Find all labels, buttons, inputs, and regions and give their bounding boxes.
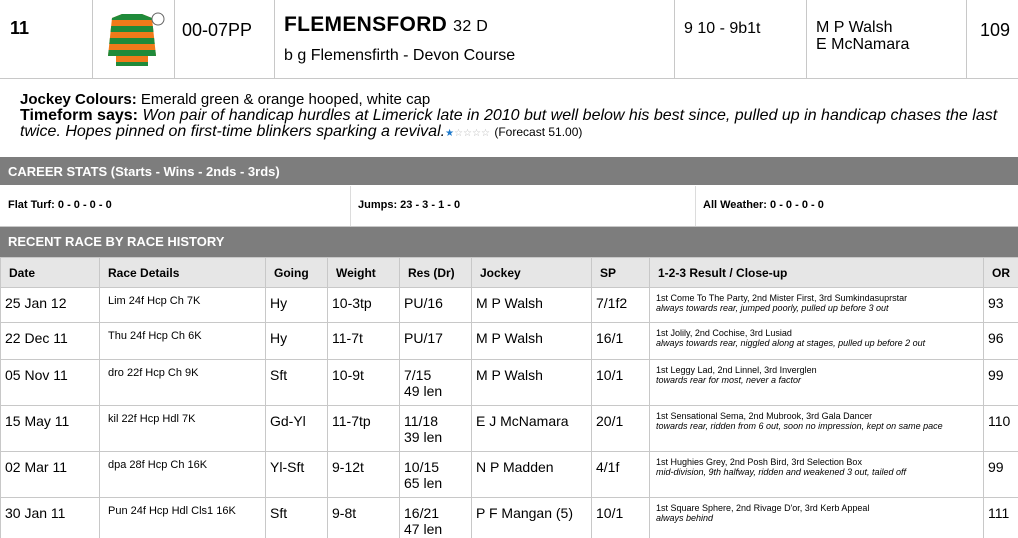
- official-rating: 109: [980, 20, 1011, 40]
- row-jockey: [472, 406, 592, 452]
- jockey-colours-label: Jockey Colours:: [20, 91, 137, 108]
- beaten-text: 49 len: [404, 383, 443, 399]
- row-going: [266, 452, 328, 498]
- row-going: [266, 360, 328, 406]
- sp-text: 10/1: [596, 505, 624, 521]
- weight-text: 11-7tp: [332, 413, 371, 429]
- runner-number-cell: [0, 0, 93, 78]
- result-text: 10/15: [404, 459, 440, 475]
- date-text: 15 May 11: [5, 413, 70, 429]
- row-result: [400, 452, 472, 498]
- timeform-says: [20, 108, 1018, 142]
- row-weight: [328, 498, 400, 538]
- jockey-name[interactable]: E McNamara: [816, 36, 910, 53]
- row-weight: [328, 406, 400, 452]
- row-result: [400, 498, 472, 538]
- or-text: 93: [988, 295, 1004, 311]
- sp-text: 4/1f: [596, 459, 620, 475]
- result-text: PU/16: [404, 295, 443, 311]
- row-date: [1, 288, 100, 323]
- jockey-text[interactable]: M P Walsh: [476, 295, 543, 311]
- row-or: [984, 498, 1018, 538]
- age-weight: 9 10 - 9b1t: [684, 20, 761, 37]
- trainer-name[interactable]: M P Walsh: [816, 19, 893, 36]
- result-text: 11/18: [404, 413, 438, 429]
- row-jockey: [472, 323, 592, 360]
- career-stats-header: [0, 157, 1018, 185]
- or-text: 111: [988, 505, 1010, 521]
- going-text: Hy: [270, 295, 288, 311]
- row-closeup: [650, 498, 984, 538]
- going-text: Yl-Sft: [270, 459, 305, 475]
- timeform-label: Timeform says:: [20, 107, 138, 124]
- star-on: ★: [445, 128, 455, 139]
- details-text: kil 22f Hcp Hdl 7K: [108, 413, 196, 425]
- or-text: 99: [988, 367, 1004, 383]
- star-off: ☆☆☆☆: [454, 128, 490, 139]
- history-header-row: [1, 258, 1018, 288]
- weight-text: 9-12t: [332, 459, 364, 475]
- runner-comment: [20, 92, 1018, 142]
- date-text: 22 Dec 11: [5, 330, 68, 346]
- sp-text: 10/1: [596, 367, 624, 383]
- row-closeup: [650, 360, 984, 406]
- weight-text: 10-3tp: [332, 295, 372, 311]
- row-jockey: [472, 498, 592, 538]
- history-title: RECENT RACE BY RACE HISTORY: [8, 234, 225, 249]
- form-code-cell: [174, 0, 275, 78]
- aw-stats: All Weather: 0 - 0 - 0 - 0: [703, 199, 824, 211]
- placings-text: 1st Square Sphere, 2nd Rivage D'or, 3rd Kerb Appeal: [656, 503, 870, 513]
- jockey-text[interactable]: M P Walsh: [476, 367, 543, 383]
- row-result: [400, 406, 472, 452]
- closeup-text: towards rear for most, never a factor: [656, 375, 802, 385]
- result-text: 7/15: [404, 367, 432, 383]
- star-rating-icon: [445, 128, 490, 139]
- career-stats-title: CAREER STATS (Starts - Wins - 2nds - 3rds): [8, 164, 280, 179]
- row-sp: [592, 323, 650, 360]
- row-jockey: [472, 288, 592, 323]
- placings-text: 1st Leggy Lad, 2nd Linnel, 3rd Inverglen: [656, 365, 817, 375]
- result-text: 16/21: [404, 505, 440, 521]
- history-table: [0, 257, 1018, 538]
- col-race-details: Race Details: [100, 258, 266, 288]
- beaten-text: 47 len: [404, 521, 443, 537]
- row-or: [984, 360, 1018, 406]
- row-or: [984, 323, 1018, 360]
- beaten-text: 65 len: [404, 475, 443, 491]
- breeding: b g Flemensfirth - Devon Course: [284, 47, 516, 64]
- row-result: [400, 323, 472, 360]
- closeup-text: towards rear, ridden from 6 out, soon no impression, kept on same pace: [656, 421, 943, 431]
- or-text: 110: [988, 413, 1011, 429]
- horse-cell: [274, 0, 675, 78]
- history-row[interactable]: [1, 498, 1018, 538]
- weight-text: 11-7t: [332, 330, 363, 346]
- placings-text: 1st Jolily, 2nd Cochise, 3rd Lusiad: [656, 328, 792, 338]
- aw-stats-cell: [695, 186, 1018, 226]
- row-sp: [592, 288, 650, 323]
- row-sp: [592, 498, 650, 538]
- history-header: [0, 227, 1018, 257]
- details-text: dpa 28f Hcp Ch 16K: [108, 459, 208, 471]
- beaten-text: 39 len: [404, 429, 443, 445]
- placings-text: 1st Hughies Grey, 2nd Posh Bird, 3rd Selection Box: [656, 457, 862, 467]
- col-closeup: 1-2-3 Result / Close-up: [650, 258, 984, 288]
- jumps-stats: Jumps: 23 - 3 - 1 - 0: [358, 199, 461, 211]
- row-going: [266, 323, 328, 360]
- col-jockey: Jockey: [472, 258, 592, 288]
- details-text: Pun 24f Hcp Hdl Cls1 16K: [108, 505, 236, 517]
- row-or: [984, 452, 1018, 498]
- col-or: OR: [984, 258, 1018, 288]
- row-jockey: [472, 360, 592, 406]
- row-details: [100, 498, 266, 538]
- row-closeup: [650, 406, 984, 452]
- closeup-text: always towards rear, niggled along at stages, pulled up before 2 out: [656, 338, 926, 348]
- flat-stats: Flat Turf: 0 - 0 - 0 - 0: [8, 199, 112, 211]
- row-sp: [592, 452, 650, 498]
- row-date: [1, 498, 100, 538]
- sp-text: 20/1: [596, 413, 624, 429]
- jumps-stats-cell: [350, 186, 696, 226]
- jockey-text[interactable]: E J McNamara: [476, 413, 569, 429]
- placings-text: 1st Come To The Party, 2nd Mister First, 3rd Sumkindasuprstar: [656, 293, 908, 303]
- row-closeup: [650, 452, 984, 498]
- row-date: [1, 452, 100, 498]
- going-text: Hy: [270, 330, 288, 346]
- col-date: Date: [1, 258, 100, 288]
- silk-cell: [92, 0, 175, 78]
- col-sp: SP: [592, 258, 650, 288]
- days-since-run: 32 D: [453, 18, 489, 35]
- row-closeup: [650, 288, 984, 323]
- col-result: Res (Dr): [400, 258, 472, 288]
- row-or: [984, 406, 1018, 452]
- jockey-silk-icon: [100, 10, 170, 68]
- going-text: Sft: [270, 367, 288, 383]
- details-text: Lim 24f Hcp Ch 7K: [108, 295, 201, 307]
- career-stats-row: [0, 186, 1018, 227]
- form-code: 00-07PP: [182, 20, 253, 40]
- weight-text: 9-8t: [332, 505, 357, 521]
- closeup-text: always towards rear, jumped poorly, pulled up before 3 out: [656, 303, 889, 313]
- or-text: 99: [988, 459, 1004, 475]
- row-sp: [592, 360, 650, 406]
- date-text: 05 Nov 11: [5, 367, 68, 383]
- row-going: [266, 498, 328, 538]
- row-weight: [328, 288, 400, 323]
- row-details: [100, 452, 266, 498]
- closeup-text: always behind: [656, 513, 714, 523]
- jockey-colours: [20, 92, 1018, 108]
- row-weight: [328, 323, 400, 360]
- result-text: PU/17: [404, 330, 443, 346]
- row-date: [1, 323, 100, 360]
- row-details: [100, 406, 266, 452]
- history-row[interactable]: [1, 452, 1018, 498]
- weight-text: 10-9t: [332, 367, 364, 383]
- history-row[interactable]: [1, 360, 1018, 406]
- row-sp: [592, 406, 650, 452]
- jockey-text[interactable]: N P Madden: [476, 459, 554, 475]
- row-date: [1, 360, 100, 406]
- history-row[interactable]: [1, 406, 1018, 452]
- age-weight-cell: [674, 0, 807, 78]
- col-going: Going: [266, 258, 328, 288]
- closeup-text: mid-division, 9th halfway, ridden and weakened 3 out, tailed off: [656, 467, 906, 477]
- rating-cell: [966, 0, 1018, 78]
- jockey-text[interactable]: P F Mangan (5): [476, 505, 574, 521]
- col-weight: Weight: [328, 258, 400, 288]
- date-text: 25 Jan 12: [5, 295, 67, 311]
- row-weight: [328, 360, 400, 406]
- row-result: [400, 360, 472, 406]
- date-text: 30 Jan 11: [5, 505, 66, 521]
- horse-name[interactable]: FLEMENSFORD: [284, 13, 448, 36]
- details-text: dro 22f Hcp Ch 9K: [108, 367, 199, 379]
- or-text: 96: [988, 330, 1004, 346]
- date-text: 02 Mar 11: [5, 459, 67, 475]
- row-going: [266, 406, 328, 452]
- jockey-colours-text: Emerald green & orange hooped, white cap: [140, 91, 431, 108]
- placings-text: 1st Sensational Sema, 2nd Mubrook, 3rd Gala Dancer: [656, 411, 873, 421]
- row-closeup: [650, 323, 984, 360]
- row-or: [984, 288, 1018, 323]
- row-going: [266, 288, 328, 323]
- row-jockey: [472, 452, 592, 498]
- row-details: [100, 288, 266, 323]
- row-details: [100, 360, 266, 406]
- jockey-text[interactable]: M P Walsh: [476, 330, 543, 346]
- forecast: (Forecast 51.00): [494, 125, 583, 139]
- row-date: [1, 406, 100, 452]
- trainer-jockey-cell: [806, 0, 967, 78]
- horse-name-line: [284, 13, 488, 37]
- flat-stats-cell: [0, 186, 351, 226]
- row-result: [400, 288, 472, 323]
- row-details: [100, 323, 266, 360]
- going-text: Gd-Yl: [270, 413, 306, 429]
- row-weight: [328, 452, 400, 498]
- going-text: Sft: [270, 505, 288, 521]
- runner-header: [0, 0, 1018, 79]
- sp-text: 7/1f2: [596, 295, 628, 311]
- sp-text: 16/1: [596, 330, 624, 346]
- timeform-text: Won pair of handicap hurdles at Limerick late in 2010 but well below his best since, pulled up in handicap chases the last twice. Hopes pinned on first-time blinkers sparking a revival.: [20, 107, 998, 140]
- runner-number: 11: [10, 18, 30, 38]
- details-text: Thu 24f Hcp Ch 6K: [108, 330, 202, 342]
- history-row[interactable]: [1, 288, 1018, 323]
- history-row[interactable]: [1, 323, 1018, 360]
